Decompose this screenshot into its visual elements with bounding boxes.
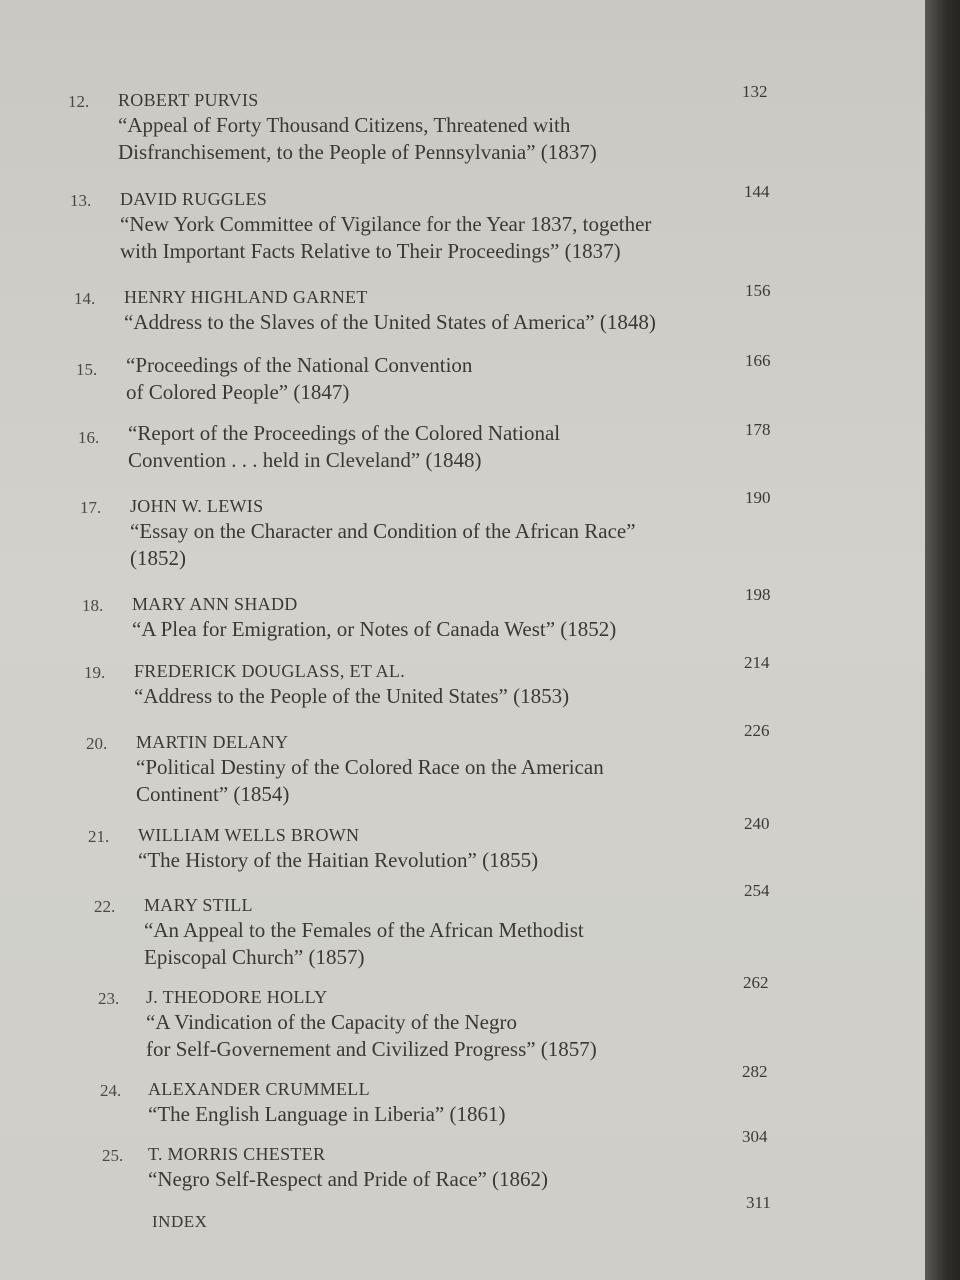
entry-number: 16. xyxy=(78,428,100,447)
entry-text xyxy=(126,352,472,406)
entry-author: MARTIN DELANY xyxy=(136,732,289,752)
entry-page-number: 198 xyxy=(745,585,771,604)
entry-text xyxy=(148,1077,505,1128)
entry-title-line: “Address to the People of the United States” (1853) xyxy=(134,684,570,708)
entry-title-line: “The English Language in Liberia” (1861) xyxy=(148,1102,506,1126)
entry-number: 17. xyxy=(80,498,102,517)
entry-text xyxy=(118,88,597,166)
entry-page-number: 132 xyxy=(742,82,768,101)
book-gutter-shadow xyxy=(925,0,960,1280)
entry-title-line: “Appeal of Forty Thousand Citizens, Threatened with xyxy=(118,113,571,137)
entry-number: 20. xyxy=(86,734,108,753)
entry-author: JOHN W. LEWIS xyxy=(130,496,264,516)
entry-text xyxy=(132,592,616,643)
entry-title-line: “Political Destiny of the Colored Race on the American xyxy=(136,755,604,779)
entry-page-number: 254 xyxy=(744,881,770,900)
entry-number: 12. xyxy=(68,92,90,111)
entry-page-number: 156 xyxy=(745,281,771,300)
entry-title-line: “Essay on the Character and Condition of the African Race” xyxy=(130,519,636,543)
entry-title-line: “Report of the Proceedings of the Colored National xyxy=(128,421,561,445)
entry-author: MARY STILL xyxy=(144,895,253,915)
entry-title-line: Episcopal Church” (1857) xyxy=(144,945,365,969)
entry-author: HENRY HIGHLAND GARNET xyxy=(124,287,368,307)
entry-author: DAVID RUGGLES xyxy=(120,189,268,209)
entry-page-number: 214 xyxy=(744,653,770,672)
entry-text xyxy=(128,420,560,474)
entry-text xyxy=(136,730,604,808)
entry-author: ROBERT PURVIS xyxy=(118,90,259,110)
entry-number: 23. xyxy=(98,989,120,1008)
entry-title-line: “A Plea for Emigration, or Notes of Canada West” (1852) xyxy=(132,617,617,641)
entry-author: WILLIAM WELLS BROWN xyxy=(138,825,360,845)
entry-text xyxy=(138,823,538,874)
entry-title-line: “The History of the Haitian Revolution” (1855) xyxy=(138,848,539,872)
entry-title-line: Convention . . . held in Cleveland” (1848) xyxy=(128,448,482,472)
entry-title-line: (1852) xyxy=(130,546,186,570)
entry-title-line: “A Vindication of the Capacity of the Negro xyxy=(146,1010,517,1034)
entry-author: T. MORRIS CHESTER xyxy=(148,1144,326,1164)
entry-title-line: with Important Facts Relative to Their Proceedings” (1837) xyxy=(120,239,621,263)
entry-page-number: 262 xyxy=(743,973,769,992)
entry-text xyxy=(134,659,569,710)
entry-page-number: 166 xyxy=(745,351,771,370)
entry-number: 13. xyxy=(70,191,92,210)
entry-text xyxy=(148,1142,548,1193)
entry-number: 18. xyxy=(82,596,104,615)
entry-title-line: of Colored People” (1847) xyxy=(126,380,350,404)
entry-title-line: “Negro Self-Respect and Pride of Race” (1862) xyxy=(148,1167,549,1191)
entry-text xyxy=(144,893,584,971)
entry-page-number: 304 xyxy=(742,1127,768,1146)
entry-text xyxy=(130,494,636,572)
entry-page-number: 190 xyxy=(745,488,771,507)
entry-text xyxy=(120,187,651,265)
entry-number: 15. xyxy=(76,360,98,379)
entry-author: J. THEODORE HOLLY xyxy=(146,987,328,1007)
entry-author: ALEXANDER CRUMMELL xyxy=(148,1079,370,1099)
entry-page-number: 226 xyxy=(744,721,770,740)
entry-author: FREDERICK DOUGLASS, ET AL. xyxy=(134,661,405,681)
entry-text xyxy=(124,285,656,336)
entry-number: 22. xyxy=(94,897,116,916)
index-label: INDEX xyxy=(152,1212,208,1231)
entry-page-number: 240 xyxy=(744,814,770,833)
entry-number: 25. xyxy=(102,1146,124,1165)
entry-title-line: “New York Committee of Vigilance for the Year 1837, together xyxy=(120,212,652,236)
entry-author: MARY ANN SHADD xyxy=(132,594,298,614)
entry-page-number: 144 xyxy=(744,182,770,201)
entry-title-line: “Address to the Slaves of the United States of America” (1848) xyxy=(124,310,656,334)
entry-title-line: for Self-Governement and Civilized Progress” (1857) xyxy=(146,1037,597,1061)
entry-title-line: Continent” (1854) xyxy=(136,782,290,806)
entry-title-line: “An Appeal to the Females of the African Methodist xyxy=(144,918,584,942)
entry-text xyxy=(146,985,597,1063)
entry-number: 19. xyxy=(84,663,106,682)
entry-title-line: “Proceedings of the National Convention xyxy=(126,353,473,377)
entry-title-line: Disfranchisement, to the People of Pennsylvania” (1837) xyxy=(118,140,597,164)
index-page-number: 311 xyxy=(746,1193,771,1212)
entry-number: 24. xyxy=(100,1081,122,1100)
entry-page-number: 282 xyxy=(742,1062,768,1081)
entry-number: 21. xyxy=(88,827,110,846)
entry-number: 14. xyxy=(74,289,96,308)
entry-page-number: 178 xyxy=(745,420,771,439)
